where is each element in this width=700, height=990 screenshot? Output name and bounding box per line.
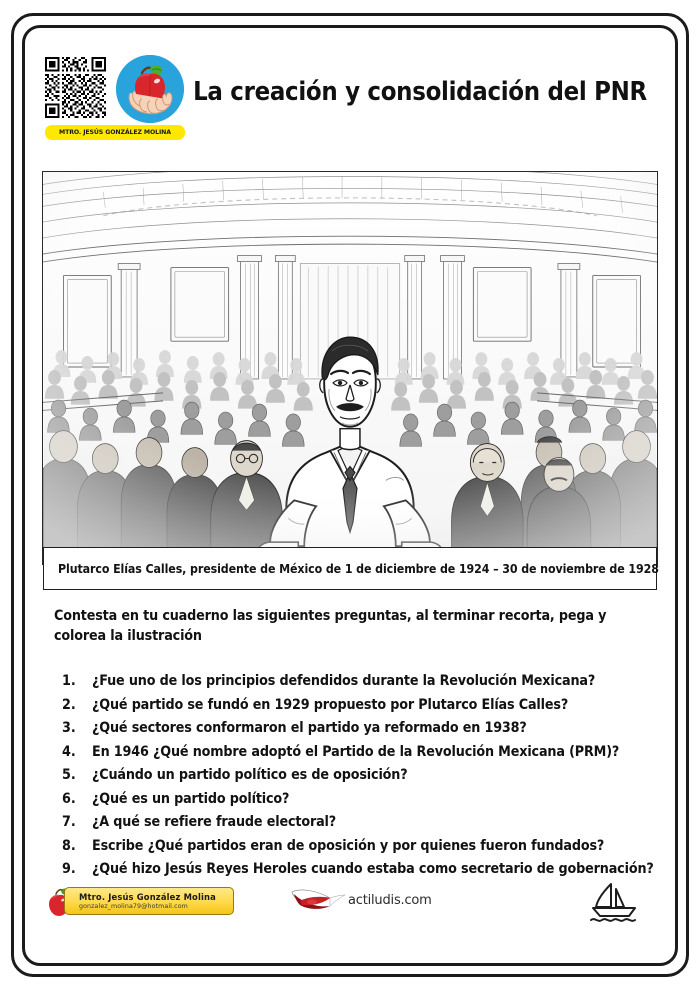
question-text: ¿Qué es un partido político? bbox=[92, 790, 290, 807]
actiludis-swoosh-icon bbox=[290, 886, 346, 916]
instructions-line-2: colorea la ilustración bbox=[54, 628, 202, 645]
worksheet-header bbox=[22, 25, 678, 160]
question-text: Escribe ¿Qué partidos eran de oposición y por quienes fueron fundados? bbox=[92, 837, 605, 854]
author-name-banner-text: MTRO. JESÚS GONZÁLEZ MOLINA bbox=[59, 129, 171, 136]
actiludis-text: actiludis.com bbox=[348, 893, 432, 908]
page-title-text: La creación y consolidación del PNR bbox=[193, 76, 647, 107]
question-list bbox=[44, 673, 664, 885]
question-text: En 1946 ¿Qué nombre adoptó el Partido de la Revolución Mexicana (PRM)? bbox=[92, 743, 620, 760]
question-text: ¿Cuándo un partido político es de oposición? bbox=[92, 767, 408, 783]
question-text: ¿Qué partido se fundó en 1929 propuesto por Plutarco Elías Calles? bbox=[92, 696, 569, 713]
question-number: 6. bbox=[62, 790, 76, 807]
instructions-block bbox=[54, 606, 650, 646]
question-number: 4. bbox=[62, 743, 76, 760]
question-number: 7. bbox=[62, 814, 76, 830]
author-email: gonzalez_molina79@hotmail.com bbox=[79, 903, 188, 910]
worksheet-sheet bbox=[22, 25, 678, 966]
hand-holding-apple-icon bbox=[116, 55, 184, 123]
question-text: ¿Fue uno de los principios defendidos durante la Revolución Mexicana? bbox=[92, 673, 596, 689]
question-item bbox=[44, 838, 664, 862]
question-text: ¿Qué sectores conformaron el partido ya reformado en 1938? bbox=[92, 720, 527, 736]
question-number: 1. bbox=[62, 673, 76, 689]
question-number: 8. bbox=[62, 837, 76, 854]
question-number: 3. bbox=[62, 720, 76, 736]
question-number: 9. bbox=[62, 861, 76, 877]
illustration-caption bbox=[43, 547, 657, 590]
question-text: ¿A qué se refiere fraude electoral? bbox=[92, 814, 337, 830]
question-text: ¿Qué hizo Jesús Reyes Heroles cuando estaba como secretario de gobernación? bbox=[92, 861, 654, 877]
question-item bbox=[44, 744, 664, 768]
question-item bbox=[44, 673, 664, 697]
author-credit-badge bbox=[44, 886, 236, 918]
question-item bbox=[44, 720, 664, 744]
question-number: 5. bbox=[62, 767, 76, 783]
question-item bbox=[44, 697, 664, 721]
illustration-frame bbox=[42, 171, 658, 565]
page-title bbox=[185, 25, 655, 160]
question-item bbox=[44, 814, 664, 838]
author-pill bbox=[64, 887, 234, 915]
qr-code-icon[interactable] bbox=[45, 57, 106, 118]
author-name: Mtro. Jesús González Molina bbox=[79, 892, 216, 902]
author-name-banner bbox=[45, 125, 185, 140]
illustration-artwork bbox=[43, 172, 657, 564]
question-number: 2. bbox=[62, 696, 76, 713]
sailboat-icon bbox=[589, 880, 641, 924]
question-item bbox=[44, 767, 664, 791]
brand-block bbox=[45, 55, 185, 155]
worksheet-footer bbox=[22, 870, 678, 966]
question-item bbox=[44, 791, 664, 815]
illustration-caption-text: Plutarco Elías Calles, presidente de México de 1 de diciembre de 1924 – 30 de noviembre de 1928 bbox=[58, 561, 659, 576]
actiludis-logo[interactable] bbox=[290, 884, 450, 918]
instructions-line-1: Contesta en tu cuaderno las siguientes preguntas, al terminar recorta, pega y bbox=[54, 608, 607, 624]
